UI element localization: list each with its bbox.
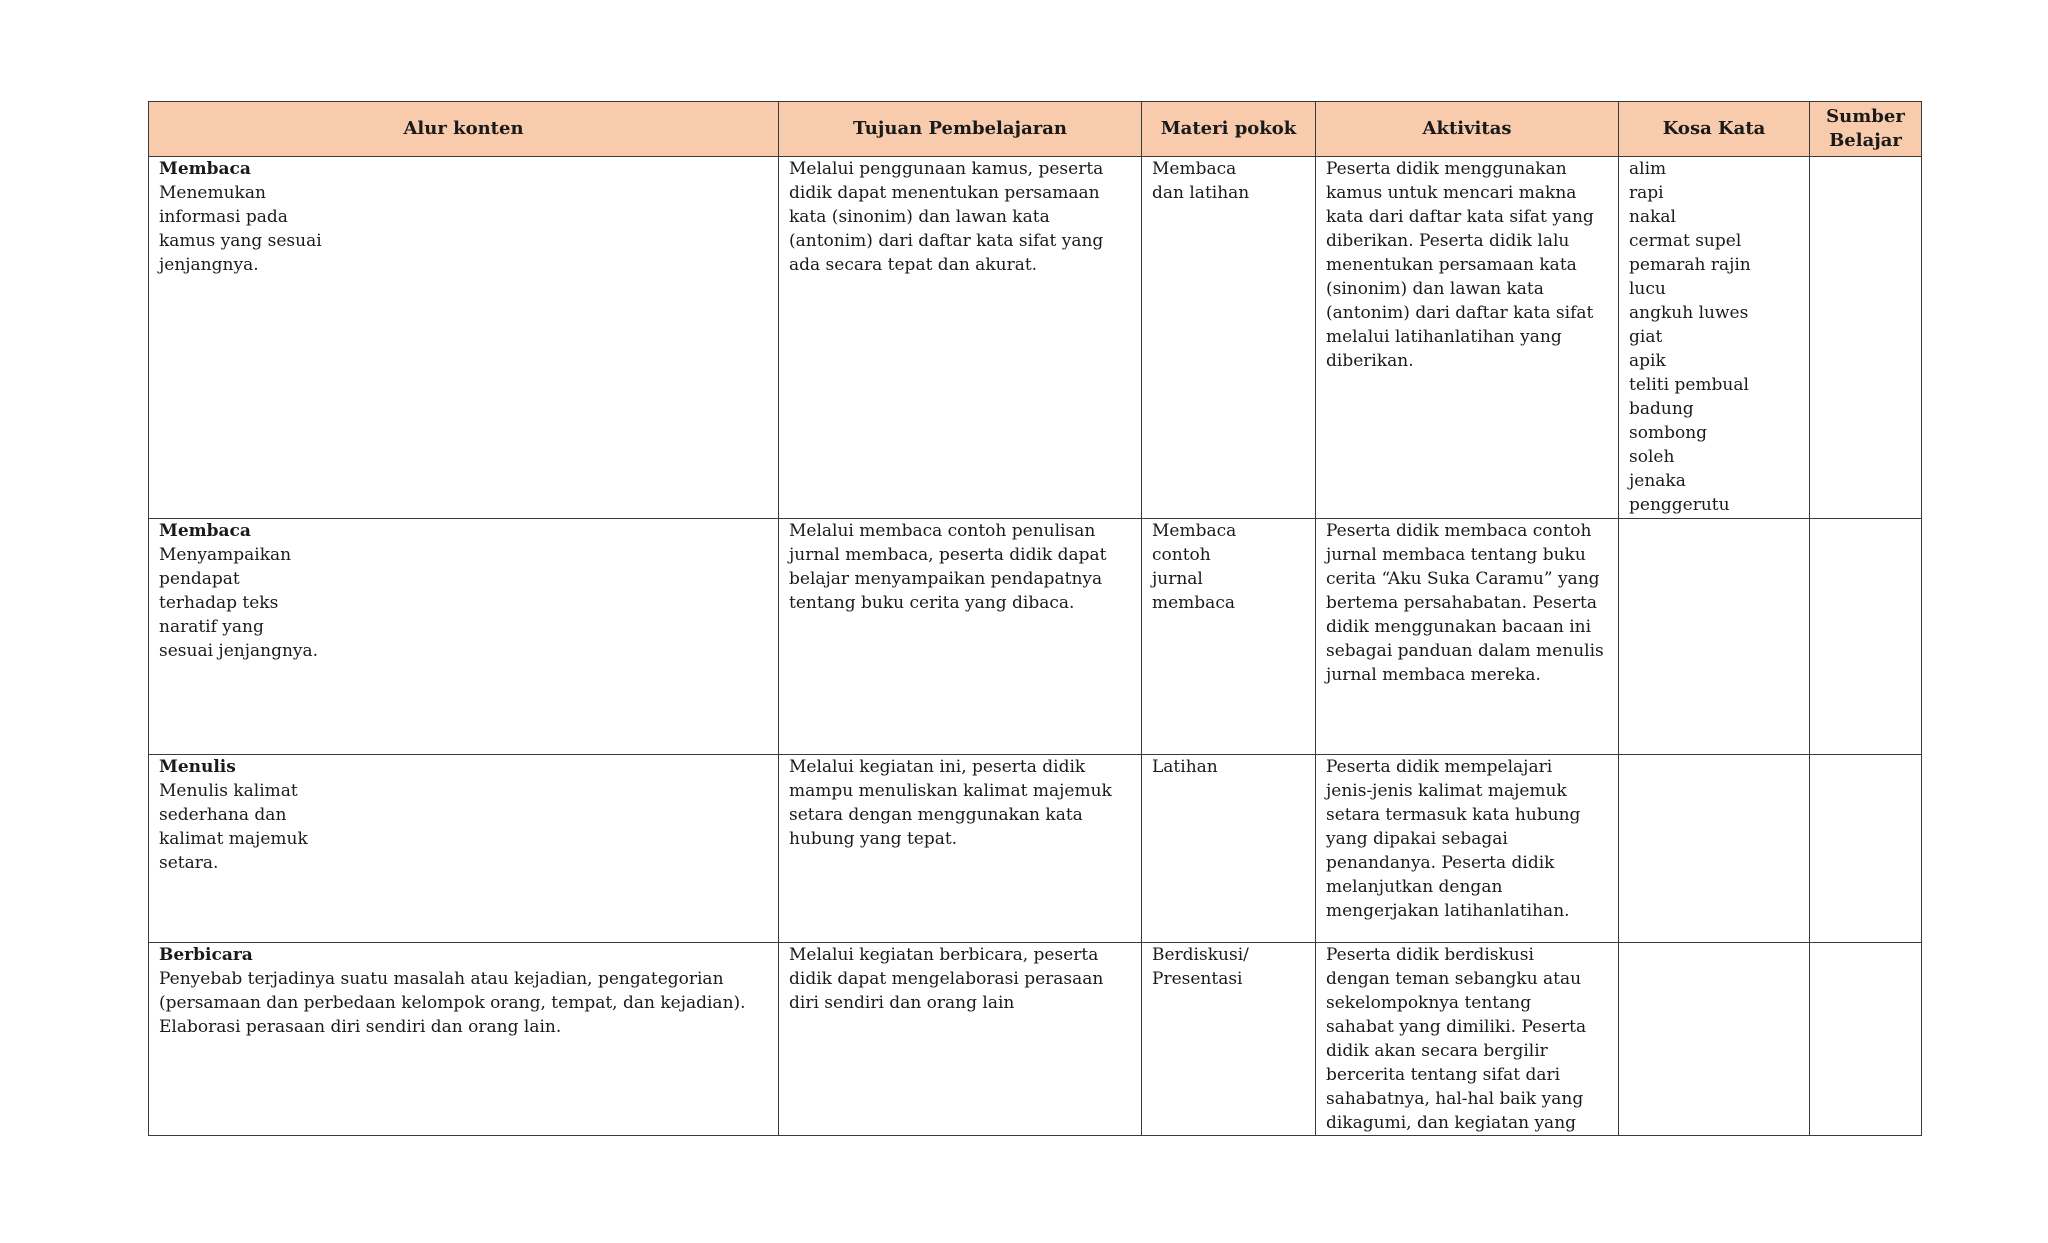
table-row xyxy=(149,519,1922,755)
cell-materi-pokok-line: contoh xyxy=(1152,545,1211,565)
cell-tujuan-pembelajaran-line: jurnal membaca, peserta didik dapat xyxy=(789,545,1107,565)
cell-aktivitas-line: didik menggunakan bacaan ini xyxy=(1326,617,1592,637)
cell-kosa-kata-line: alim xyxy=(1629,159,1667,179)
cell-alur-konten-line: sederhana dan xyxy=(159,805,287,825)
cell-sumber-belajar xyxy=(1810,943,1922,1136)
cell-aktivitas-line: jurnal membaca tentang buku xyxy=(1326,545,1586,565)
cell-materi-pokok-line: Berdiskusi/ xyxy=(1152,945,1249,965)
cell-materi-pokok xyxy=(1142,943,1316,1136)
cell-aktivitas-line: diberikan. xyxy=(1326,351,1414,371)
cell-tujuan-pembelajaran-line: hubung yang tepat. xyxy=(789,829,958,849)
cell-tujuan-pembelajaran-line: diri sendiri dan orang lain xyxy=(789,993,1015,1013)
header-materi-pokok: Materi pokok xyxy=(1142,102,1316,157)
cell-kosa-kata-line: teliti pembual xyxy=(1629,375,1749,395)
cell-aktivitas-line: sahabat yang dimiliki. Peserta xyxy=(1326,1017,1587,1037)
cell-alur-konten-line: jenjangnya. xyxy=(159,255,259,275)
cell-kosa-kata-line: jenaka xyxy=(1629,471,1686,491)
cell-aktivitas xyxy=(1316,943,1619,1136)
table-row xyxy=(149,157,1922,519)
cell-tujuan-pembelajaran xyxy=(779,519,1142,755)
cell-kosa-kata xyxy=(1619,943,1810,1136)
cell-materi-pokok-line: Latihan xyxy=(1152,757,1218,777)
cell-aktivitas-line: (sinonim) dan lawan kata xyxy=(1326,279,1544,299)
cell-aktivitas-line: Peserta didik mempelajari xyxy=(1326,757,1553,777)
cell-kosa-kata-line: sombong xyxy=(1629,423,1708,443)
cell-tujuan-pembelajaran-line: Melalui kegiatan berbicara, peserta xyxy=(789,945,1099,965)
cell-kosa-kata-line: badung xyxy=(1629,399,1694,419)
cell-alur-konten-line: kamus yang sesuai xyxy=(159,231,322,251)
cell-aktivitas-line: penandanya. Peserta didik xyxy=(1326,853,1555,873)
cell-kosa-kata-line: nakal xyxy=(1629,207,1676,227)
table-row xyxy=(149,755,1922,943)
cell-aktivitas-line: kata dari daftar kata sifat yang xyxy=(1326,207,1594,227)
cell-aktivitas-line: kamus untuk mencari makna xyxy=(1326,183,1577,203)
cell-tujuan-pembelajaran-line: Melalui kegiatan ini, peserta didik xyxy=(789,757,1086,777)
cell-alur-konten xyxy=(149,755,779,943)
curriculum-table xyxy=(148,101,1922,1136)
cell-aktivitas-line: didik akan secara bergilir xyxy=(1326,1041,1548,1061)
cell-aktivitas-line: mengerjakan latihanlatihan. xyxy=(1326,901,1570,921)
cell-kosa-kata-line: pemarah rajin xyxy=(1629,255,1751,275)
cell-materi-pokok xyxy=(1142,157,1316,519)
header-sumber-line: Sumber xyxy=(1826,106,1905,127)
cell-materi-pokok-line: Presentasi xyxy=(1152,969,1243,989)
cell-materi-pokok xyxy=(1142,755,1316,943)
cell-tujuan-pembelajaran xyxy=(779,157,1142,519)
cell-tujuan-pembelajaran-line: belajar menyampaikan pendapatnya xyxy=(789,569,1103,589)
cell-aktivitas-line: sahabatnya, hal-hal baik yang xyxy=(1326,1089,1584,1109)
cell-aktivitas-line: jenis-jenis kalimat majemuk xyxy=(1326,781,1567,801)
table-header-row xyxy=(149,102,1922,157)
cell-alur-konten xyxy=(149,519,779,755)
cell-aktivitas-line: sekelompoknya tentang xyxy=(1326,993,1532,1013)
cell-alur-konten-line: pendapat xyxy=(159,569,240,589)
cell-tujuan-pembelajaran-line: didik dapat mengelaborasi perasaan xyxy=(789,969,1104,989)
row-skill-title: Berbicara xyxy=(159,945,253,965)
cell-tujuan-pembelajaran-line: (antonim) dari daftar kata sifat yang xyxy=(789,231,1104,251)
cell-alur-konten-line: Menemukan xyxy=(159,183,266,203)
cell-aktivitas-line: melanjutkan dengan xyxy=(1326,877,1503,897)
cell-kosa-kata-line: penggerutu xyxy=(1629,495,1730,515)
cell-aktivitas-line: (antonim) dari daftar kata sifat xyxy=(1326,303,1594,323)
cell-materi-pokok-line: Membaca xyxy=(1152,521,1237,541)
cell-aktivitas-line: Peserta didik menggunakan xyxy=(1326,159,1567,179)
cell-tujuan-pembelajaran-line: setara dengan menggunakan kata xyxy=(789,805,1083,825)
cell-alur-konten-line: Elaborasi perasaan diri sendiri dan orang lain. xyxy=(159,1017,562,1037)
cell-tujuan-pembelajaran-line: ada secara tepat dan akurat. xyxy=(789,255,1038,275)
row-skill-title: Membaca xyxy=(159,521,251,541)
cell-aktivitas-line: bercerita tentang sifat dari xyxy=(1326,1065,1561,1085)
cell-sumber-belajar xyxy=(1810,157,1922,519)
cell-aktivitas-line: dengan teman sebangku atau xyxy=(1326,969,1582,989)
cell-aktivitas xyxy=(1316,519,1619,755)
cell-aktivitas-line: diberikan. Peserta didik lalu xyxy=(1326,231,1570,251)
cell-aktivitas-line: melalui latihanlatihan yang xyxy=(1326,327,1562,347)
cell-tujuan-pembelajaran xyxy=(779,943,1142,1136)
cell-sumber-belajar xyxy=(1810,755,1922,943)
cell-tujuan-pembelajaran-line: didik dapat menentukan persamaan xyxy=(789,183,1100,203)
cell-materi-pokok xyxy=(1142,519,1316,755)
cell-aktivitas-line: Peserta didik membaca contoh xyxy=(1326,521,1592,541)
row-skill-title: Menulis xyxy=(159,757,236,777)
cell-kosa-kata-line: cermat supel xyxy=(1629,231,1742,251)
cell-materi-pokok-line: jurnal xyxy=(1152,569,1203,589)
cell-aktivitas-line: Peserta didik berdiskusi xyxy=(1326,945,1534,965)
row-skill-title: Membaca xyxy=(159,159,251,179)
cell-alur-konten-line: informasi pada xyxy=(159,207,288,227)
header-sumber-line: Belajar xyxy=(1829,130,1902,151)
cell-kosa-kata-line: apik xyxy=(1629,351,1666,371)
cell-sumber-belajar xyxy=(1810,519,1922,755)
cell-tujuan-pembelajaran-line: Melalui membaca contoh penulisan xyxy=(789,521,1096,541)
cell-aktivitas-line: menentukan persamaan kata xyxy=(1326,255,1577,275)
cell-alur-konten-line: Menulis kalimat xyxy=(159,781,298,801)
header-tujuan-pembelajaran: Tujuan Pembelajaran xyxy=(779,102,1142,157)
header-kosa-kata: Kosa Kata xyxy=(1619,102,1810,157)
cell-aktivitas-line: cerita “Aku Suka Caramu” yang xyxy=(1326,569,1600,589)
cell-alur-konten-line: naratif yang xyxy=(159,617,264,637)
cell-tujuan-pembelajaran-line: Melalui penggunaan kamus, peserta xyxy=(789,159,1104,179)
cell-materi-pokok-line: membaca xyxy=(1152,593,1235,613)
cell-kosa-kata xyxy=(1619,157,1810,519)
cell-kosa-kata-line: rapi xyxy=(1629,183,1664,203)
cell-aktivitas xyxy=(1316,157,1619,519)
header-sumber-belajar xyxy=(1810,102,1922,157)
cell-aktivitas-line: jurnal membaca mereka. xyxy=(1326,665,1541,685)
cell-kosa-kata xyxy=(1619,519,1810,755)
cell-alur-konten-line: Penyebab terjadinya suatu masalah atau kejadian, pengategorian xyxy=(159,969,724,989)
cell-aktivitas xyxy=(1316,755,1619,943)
table-row xyxy=(149,943,1922,1136)
cell-aktivitas-line: yang dipakai sebagai xyxy=(1326,829,1508,849)
cell-aktivitas-line: bertema persahabatan. Peserta xyxy=(1326,593,1597,613)
cell-kosa-kata-line: angkuh luwes xyxy=(1629,303,1749,323)
cell-materi-pokok-line: Membaca xyxy=(1152,159,1237,179)
cell-aktivitas-line: sebagai panduan dalam menulis xyxy=(1326,641,1604,661)
header-aktivitas: Aktivitas xyxy=(1316,102,1619,157)
cell-materi-pokok-line: dan latihan xyxy=(1152,183,1250,203)
cell-alur-konten-line: sesuai jenjangnya. xyxy=(159,641,319,661)
cell-alur-konten xyxy=(149,157,779,519)
cell-tujuan-pembelajaran xyxy=(779,755,1142,943)
cell-alur-konten-line: terhadap teks xyxy=(159,593,279,613)
cell-alur-konten xyxy=(149,943,779,1136)
header-alur-konten: Alur konten xyxy=(149,102,779,157)
cell-alur-konten-line: Menyampaikan xyxy=(159,545,292,565)
cell-kosa-kata xyxy=(1619,755,1810,943)
cell-alur-konten-line: kalimat majemuk xyxy=(159,829,308,849)
cell-kosa-kata-line: giat xyxy=(1629,327,1663,347)
cell-alur-konten-line: (persamaan dan perbedaan kelompok orang, tempat, dan kejadian). xyxy=(159,993,746,1013)
cell-alur-konten-line: setara. xyxy=(159,853,219,873)
cell-tujuan-pembelajaran-line: kata (sinonim) dan lawan kata xyxy=(789,207,1050,227)
cell-kosa-kata-line: soleh xyxy=(1629,447,1675,467)
cell-tujuan-pembelajaran-line: mampu menuliskan kalimat majemuk xyxy=(789,781,1112,801)
cell-aktivitas-line: dikagumi, dan kegiatan yang xyxy=(1326,1113,1577,1133)
cell-kosa-kata-line: lucu xyxy=(1629,279,1666,299)
cell-tujuan-pembelajaran-line: tentang buku cerita yang dibaca. xyxy=(789,593,1075,613)
cell-aktivitas-line: setara termasuk kata hubung xyxy=(1326,805,1581,825)
